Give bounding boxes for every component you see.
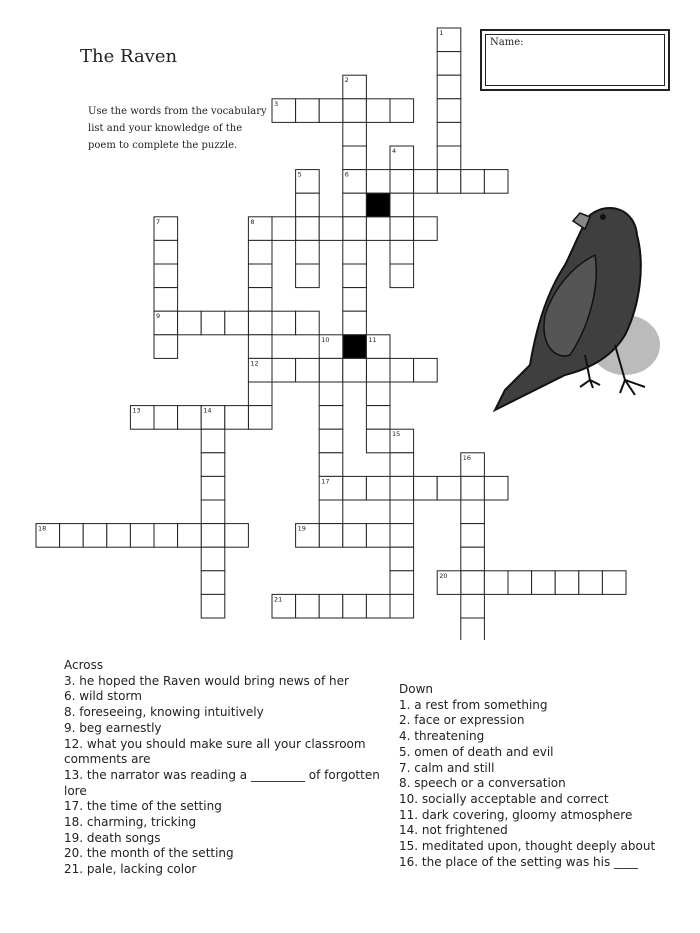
- clue-number: 6: [344, 170, 349, 179]
- crossword-cell[interactable]: [390, 500, 414, 524]
- down-clue: 4. threatening: [399, 729, 485, 744]
- crossword-cell[interactable]: [414, 358, 438, 382]
- crossword-cell[interactable]: [366, 382, 390, 406]
- crossword-cell[interactable]: [154, 524, 178, 548]
- clue-number: 8: [250, 217, 255, 226]
- crossword-cell[interactable]: [390, 99, 414, 123]
- across-clues: [64, 658, 384, 878]
- crossword-cell[interactable]: [555, 571, 579, 595]
- crossword-cell[interactable]: [390, 571, 414, 595]
- crossword-cell[interactable]: [319, 594, 343, 618]
- across-clue: 20. the month of the setting: [64, 846, 234, 861]
- crossword-cell[interactable]: [343, 122, 367, 146]
- across-clue: 3. he hoped the Raven would bring news of her: [64, 673, 349, 688]
- across-clue: 21. pale, lacking color: [64, 862, 197, 877]
- crossword-cell[interactable]: [107, 524, 131, 548]
- crossword-cell[interactable]: [390, 594, 414, 618]
- crossword-cell[interactable]: [461, 476, 485, 500]
- clue-number: 13: [132, 406, 141, 415]
- crossword-cell[interactable]: [154, 288, 178, 312]
- crossword-cell[interactable]: [484, 170, 508, 194]
- crossword-cell[interactable]: [390, 240, 414, 264]
- crossword-cell[interactable]: [484, 571, 508, 595]
- crossword-cell[interactable]: [579, 571, 603, 595]
- crossword-cell[interactable]: [296, 358, 320, 382]
- crossword-cell[interactable]: [60, 524, 84, 548]
- crossword-cell[interactable]: [437, 476, 461, 500]
- crossword-cell[interactable]: [390, 217, 414, 241]
- crossword-cell[interactable]: [461, 500, 485, 524]
- down-clues: [399, 682, 694, 870]
- crossword-cell[interactable]: [366, 217, 390, 241]
- crossword-cell[interactable]: [296, 311, 320, 335]
- crossword-cell[interactable]: [201, 429, 225, 453]
- crossword-cell[interactable]: [178, 406, 202, 430]
- down-clue: 10. socially acceptable and correct: [399, 791, 609, 806]
- crossword-cell[interactable]: [343, 99, 367, 123]
- crossword-cell[interactable]: [296, 99, 320, 123]
- crossword-cell[interactable]: [461, 524, 485, 548]
- down-heading: Down: [399, 682, 434, 696]
- crossword-cell[interactable]: [178, 311, 202, 335]
- crossword-cell[interactable]: [366, 476, 390, 500]
- crossword-cell[interactable]: [390, 193, 414, 217]
- across-clue: 18. charming, tricking: [64, 815, 197, 830]
- clue-number: 5: [297, 170, 302, 179]
- clue-number: 11: [368, 335, 377, 344]
- crossword-cell[interactable]: [248, 406, 272, 430]
- clue-number: 7: [156, 217, 161, 226]
- crossword-cell[interactable]: [296, 217, 320, 241]
- crossword-cell[interactable]: [319, 429, 343, 453]
- black-square: [366, 193, 390, 217]
- crossword-cell[interactable]: [201, 524, 225, 548]
- crossword-cell[interactable]: [201, 594, 225, 618]
- crossword-cell[interactable]: [390, 170, 414, 194]
- across-clue: 6. wild storm: [64, 689, 142, 704]
- crossword-cell[interactable]: [366, 358, 390, 382]
- clue-number: 19: [297, 524, 306, 533]
- down-clue: 16. the place of the setting was his ____: [399, 854, 639, 869]
- crossword-cell[interactable]: [225, 311, 249, 335]
- crossword-cell[interactable]: [201, 453, 225, 477]
- crossword-cell[interactable]: [343, 240, 367, 264]
- crossword-cell[interactable]: [508, 571, 532, 595]
- across-clue: 9. beg earnestly: [64, 720, 162, 735]
- crossword-cell[interactable]: [366, 594, 390, 618]
- crossword-cell[interactable]: [130, 524, 154, 548]
- crossword-cell[interactable]: [343, 476, 367, 500]
- crossword-cell[interactable]: [319, 453, 343, 477]
- clue-number: 10: [321, 335, 330, 344]
- crossword-cell[interactable]: [296, 264, 320, 288]
- across-clue: 19. death songs: [64, 830, 161, 845]
- crossword-cell[interactable]: [390, 524, 414, 548]
- crossword-cell[interactable]: [154, 240, 178, 264]
- crossword-cell[interactable]: [343, 193, 367, 217]
- crossword-cell[interactable]: [414, 170, 438, 194]
- crossword-cell[interactable]: [201, 311, 225, 335]
- down-clue: 11. dark covering, gloomy atmosphere: [399, 807, 633, 822]
- crossword-cell[interactable]: [154, 406, 178, 430]
- crossword-cell[interactable]: [437, 170, 461, 194]
- crossword-cell[interactable]: [390, 476, 414, 500]
- crossword-cell[interactable]: [484, 476, 508, 500]
- crossword-cell[interactable]: [390, 547, 414, 571]
- clue-number: 18: [38, 524, 47, 533]
- crossword-cell[interactable]: [248, 264, 272, 288]
- crossword-cell[interactable]: [201, 547, 225, 571]
- crossword-cell[interactable]: [343, 288, 367, 312]
- crossword-cell[interactable]: [390, 358, 414, 382]
- crossword-cell[interactable]: [319, 524, 343, 548]
- crossword-cell[interactable]: [248, 335, 272, 359]
- crossword-cell[interactable]: [343, 217, 367, 241]
- clue-number: 16: [462, 453, 472, 462]
- black-square: [343, 335, 367, 359]
- crossword-cell[interactable]: [366, 406, 390, 430]
- across-heading: Across: [64, 658, 104, 672]
- page-title: The Raven: [80, 46, 178, 67]
- crossword-cell[interactable]: [437, 52, 461, 76]
- clue-number: 9: [156, 312, 161, 321]
- crossword-cell[interactable]: [602, 571, 626, 595]
- crossword-cell[interactable]: [414, 476, 438, 500]
- crossword-cell[interactable]: [390, 264, 414, 288]
- crossword-cell[interactable]: [201, 476, 225, 500]
- clue-number: 1: [439, 29, 444, 37]
- down-clue: 7. calm and still: [399, 760, 495, 775]
- crossword-cell[interactable]: [319, 99, 343, 123]
- across-clue: 13. the narrator was reading a _________ of forgotten lore: [64, 767, 380, 798]
- crossword-cell[interactable]: [272, 358, 296, 382]
- crossword-cell[interactable]: [248, 382, 272, 406]
- crossword-cell[interactable]: [248, 311, 272, 335]
- crossword-cell[interactable]: [319, 217, 343, 241]
- crossword-cell[interactable]: [414, 217, 438, 241]
- crossword-cell[interactable]: [343, 358, 367, 382]
- crossword-cell[interactable]: [366, 99, 390, 123]
- crossword-cell[interactable]: [343, 264, 367, 288]
- down-clue: 1. a rest from something: [399, 697, 548, 712]
- crossword-cell[interactable]: [83, 524, 107, 548]
- crossword-cell[interactable]: [296, 240, 320, 264]
- crossword-cell[interactable]: [532, 571, 556, 595]
- crossword-cell[interactable]: [437, 122, 461, 146]
- clue-number: 15: [392, 430, 401, 439]
- clue-number: 3: [274, 99, 279, 108]
- crossword-cell[interactable]: [461, 618, 485, 640]
- down-clue: 8. speech or a conversation: [399, 776, 566, 791]
- crossword-cell[interactable]: [248, 240, 272, 264]
- crossword-cell[interactable]: [319, 382, 343, 406]
- clue-number: 2: [344, 76, 349, 85]
- across-clue: 12. what you should make sure all your classroom comments are: [64, 736, 366, 767]
- crossword-cell[interactable]: [296, 594, 320, 618]
- clue-number: 21: [274, 595, 283, 604]
- crossword-cell[interactable]: [366, 170, 390, 194]
- instructions: Use the words from the vocabulary list and your knowledge of the poem to complete the puzzle.: [88, 106, 267, 151]
- crossword-cell[interactable]: [154, 335, 178, 359]
- crossword-cell[interactable]: [343, 594, 367, 618]
- clue-number: 4: [392, 147, 397, 155]
- down-clue: 15. meditated upon, thought deeply about: [399, 839, 656, 854]
- clue-number: 20: [439, 571, 448, 580]
- down-clue: 5. omen of death and evil: [399, 744, 554, 759]
- crossword-cell[interactable]: [178, 524, 202, 548]
- across-clue: 17. the time of the setting: [64, 799, 222, 814]
- crossword-cell[interactable]: [366, 429, 390, 453]
- crossword-cell[interactable]: [461, 170, 485, 194]
- crossword-cell[interactable]: [461, 547, 485, 571]
- crossword-cell[interactable]: [437, 99, 461, 123]
- clue-number: 17: [321, 477, 330, 486]
- crossword-cell[interactable]: [154, 264, 178, 288]
- crossword-cell[interactable]: [437, 146, 461, 170]
- crossword-cell[interactable]: [343, 524, 367, 548]
- name-label: Name:: [490, 37, 524, 48]
- crossword-cell[interactable]: [225, 406, 249, 430]
- crossword-cell[interactable]: [248, 288, 272, 312]
- crossword-cell[interactable]: [319, 358, 343, 382]
- clue-number: 12: [250, 359, 259, 368]
- crossword-cell[interactable]: [272, 217, 296, 241]
- crossword-cell[interactable]: [296, 193, 320, 217]
- crossword-cell[interactable]: [201, 500, 225, 524]
- down-clue: 14. not frightened: [399, 823, 508, 838]
- down-clue: 2. face or expression: [399, 713, 525, 728]
- crossword-cell[interactable]: [319, 500, 343, 524]
- crossword-cell[interactable]: [437, 75, 461, 99]
- crossword-cell[interactable]: [343, 311, 367, 335]
- crossword-cell[interactable]: [366, 524, 390, 548]
- crossword-cell[interactable]: [201, 571, 225, 595]
- crossword-cell[interactable]: [461, 594, 485, 618]
- clue-number: 14: [203, 406, 212, 415]
- crossword-cell[interactable]: [272, 311, 296, 335]
- bird-eye: [600, 214, 606, 220]
- crossword-cell[interactable]: [390, 453, 414, 477]
- crossword-cell[interactable]: [343, 146, 367, 170]
- raven-illustration-icon: [485, 195, 665, 415]
- crossword-cell[interactable]: [225, 524, 249, 548]
- crossword-cell[interactable]: [461, 571, 485, 595]
- across-clue: 8. foreseeing, knowing intuitively: [64, 705, 264, 720]
- crossword-cell[interactable]: [319, 406, 343, 430]
